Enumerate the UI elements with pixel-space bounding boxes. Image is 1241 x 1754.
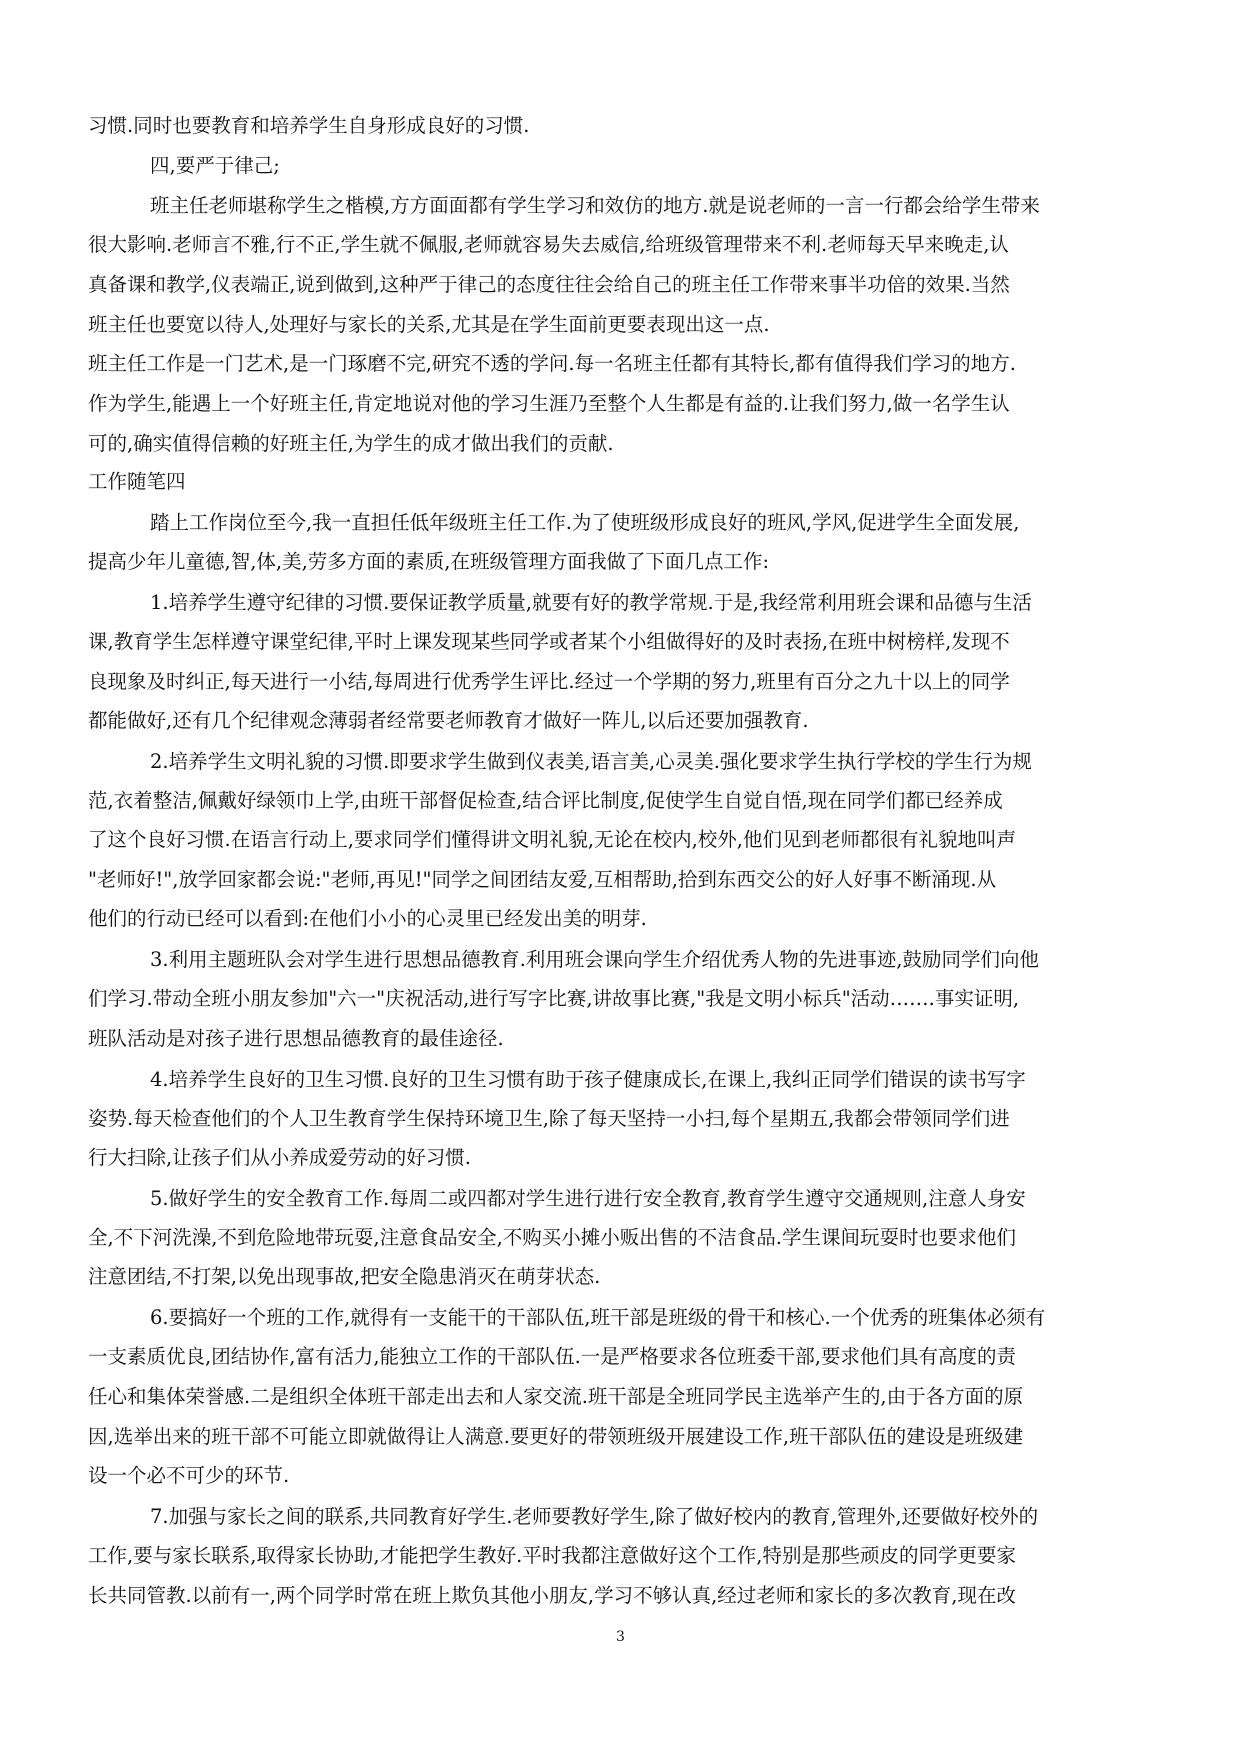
- text-line: 姿势.每天检查他们的个人卫生教育学生保持环境卫生,除了每天坚持一小扫,每个星期五,我都会带领同学们进: [88, 1107, 1010, 1130]
- text-line: 范,衣着整洁,佩戴好绿领巾上学,由班干部督促检查,结合评比制度,促使学生自觉自悟,现在同学们都已经养成: [88, 789, 1003, 812]
- text-line: 班主任老师堪称学生之楷模,方方面面都有学生学习和效仿的地方.就是说老师的一言一行都会给学生带来: [150, 194, 1040, 217]
- text-line: 注意团结,不打架,以免出现事故,把安全隐患消灭在萌芽状态.: [88, 1265, 601, 1288]
- text-line: 提高少年儿童德,智,体,美,劳多方面的素质,在班级管理方面我做了下面几点工作:: [88, 550, 770, 573]
- text-line: 长共同管教.以前有一,两个同学时常在班上欺负其他小朋友,学习不够认真,经过老师和家长的多次教育,现在改: [88, 1584, 1016, 1607]
- text-line: 班主任工作是一门艺术,是一门琢磨不完,研究不透的学问.每一名班主任都有其特长,都有值得我们学习的地方.: [88, 352, 1016, 375]
- text-line: 全,不下河洗澡,不到危险地带玩耍,注意食品安全,不购买小摊小贩出售的不洁食品.学生课间玩耍时也要求他们: [88, 1226, 1016, 1249]
- text-line: 行大扫除,让孩子们从小养成爱劳动的好习惯.: [88, 1146, 471, 1169]
- text-line: 了这个良好习惯.在语言行动上,要求同学们懂得讲文明礼貌,无论在校内,校外,他们见到老师都很有礼貌地叫声: [88, 828, 1016, 851]
- text-line: 课,教育学生怎样遵守课堂纪律,平时上课发现某些同学或者某个小组做得好的及时表扬,在班中树榜样,发现不: [88, 630, 1010, 653]
- text-line: 班主任也要宽以待人,处理好与家长的关系,尤其是在学生面前更要表现出这一点.: [88, 313, 770, 336]
- text-line: 一支素质优良,团结协作,富有活力,能独立工作的干部队伍.一是严格要求各位班委干部,要求他们具有高度的责: [88, 1345, 1016, 1368]
- text-line: 可的,确实值得信赖的好班主任,为学生的成才做出我们的贡献.: [88, 432, 614, 455]
- text-line: 工作,要与家长联系,取得家长协助,才能把学生教好.平时我都注意做好这个工作,特别是那些顽皮的同学更要家: [88, 1544, 1016, 1567]
- page-number: 3: [616, 1629, 625, 1645]
- text-line: 5.做好学生的安全教育工作.每周二或四都对学生进行进行安全教育,教育学生遵守交通规则,注意人身安: [150, 1187, 1026, 1210]
- text-line: 6.要搞好一个班的工作,就得有一支能干的干部队伍,班干部是班级的骨干和核心.一个优秀的班集体必须有: [150, 1306, 1046, 1329]
- text-line: 踏上工作岗位至今,我一直担任低年级班主任工作.为了使班级形成良好的班风,学风,促进学生全面发展,: [150, 511, 1020, 534]
- text-line: 习惯.同时也要教育和培养学生自身形成良好的习惯.: [88, 114, 530, 137]
- text-line: 设一个必不可少的环节.: [88, 1464, 290, 1487]
- text-line: 作为学生,能遇上一个好班主任,肯定地说对他的学习生涯乃至整个人生都是有益的.让我们努力,做一名学生认: [88, 392, 1010, 415]
- text-line: 1.培养学生遵守纪律的习惯.要保证教学质量,就要有好的教学常规.于是,我经常利用班会课和品德与生活: [150, 591, 1032, 614]
- text-line: 们学习.带动全班小朋友参加"六一"庆祝活动,进行写字比赛,讲故事比赛,"我是文明小标兵"活动…….事实证明,: [88, 987, 1020, 1010]
- text-line: 4.培养学生良好的卫生习惯.良好的卫生习惯有助于孩子健康成长,在课上,我纠正同学们错误的读书写字: [150, 1068, 1026, 1091]
- text-line: 真备课和教学,仪表端正,说到做到,这种严于律己的态度往往会给自己的班主任工作带来事半功倍的效果.当然: [88, 273, 1010, 296]
- text-line: 任心和集体荣誉感.二是组织全体班干部走出去和人家交流.班干部是全班同学民主选举产生的,由于各方面的原: [88, 1385, 1024, 1408]
- text-line: 班队活动是对孩子进行思想品德教育的最佳途径.: [88, 1027, 504, 1050]
- text-line: 7.加强与家长之间的联系,共同教育好学生.老师要教好学生,除了做好校内的教育,管理外,还要做好校外的: [150, 1505, 1039, 1528]
- section-title: 工作随笔四: [88, 470, 186, 493]
- text-line: 因,选举出来的班干部不可能立即就做得让人满意.要更好的带领班级开展建设工作,班干部队伍的建设是班级建: [88, 1425, 1024, 1448]
- text-line: 良现象及时纠正,每天进行一小结,每周进行优秀学生评比.经过一个学期的努力,班里有百分之九十以上的同学: [88, 670, 1010, 693]
- text-line: 都能做好,还有几个纪律观念薄弱者经常要老师教育才做好一阵儿,以后还要加强教育.: [88, 709, 809, 732]
- text-line: 他们的行动已经可以看到:在他们小小的心灵里已经发出美的明芽.: [88, 907, 647, 930]
- text-line: 2.培养学生文明礼貌的习惯.即要求学生做到仪表美,语言美,心灵美.强化要求学生执行学校的学生行为规: [150, 750, 1032, 773]
- text-line: 很大影响.老师言不雅,行不正,学生就不佩服,老师就容易失去威信,给班级管理带来不利.老师每天早来晚走,认: [88, 233, 1009, 256]
- text-line: 3.利用主题班队会对学生进行思想品德教育.利用班会课向学生介绍优秀人物的先进事迹,鼓励同学们向他: [150, 948, 1040, 971]
- section-heading: 四,要严于律己;: [150, 154, 280, 177]
- text-line: "老师好!",放学回家都会说:"老师,再见!"同学之间团结友爱,互相帮助,拾到东西交公的好人好事不断涌现.从: [88, 868, 997, 891]
